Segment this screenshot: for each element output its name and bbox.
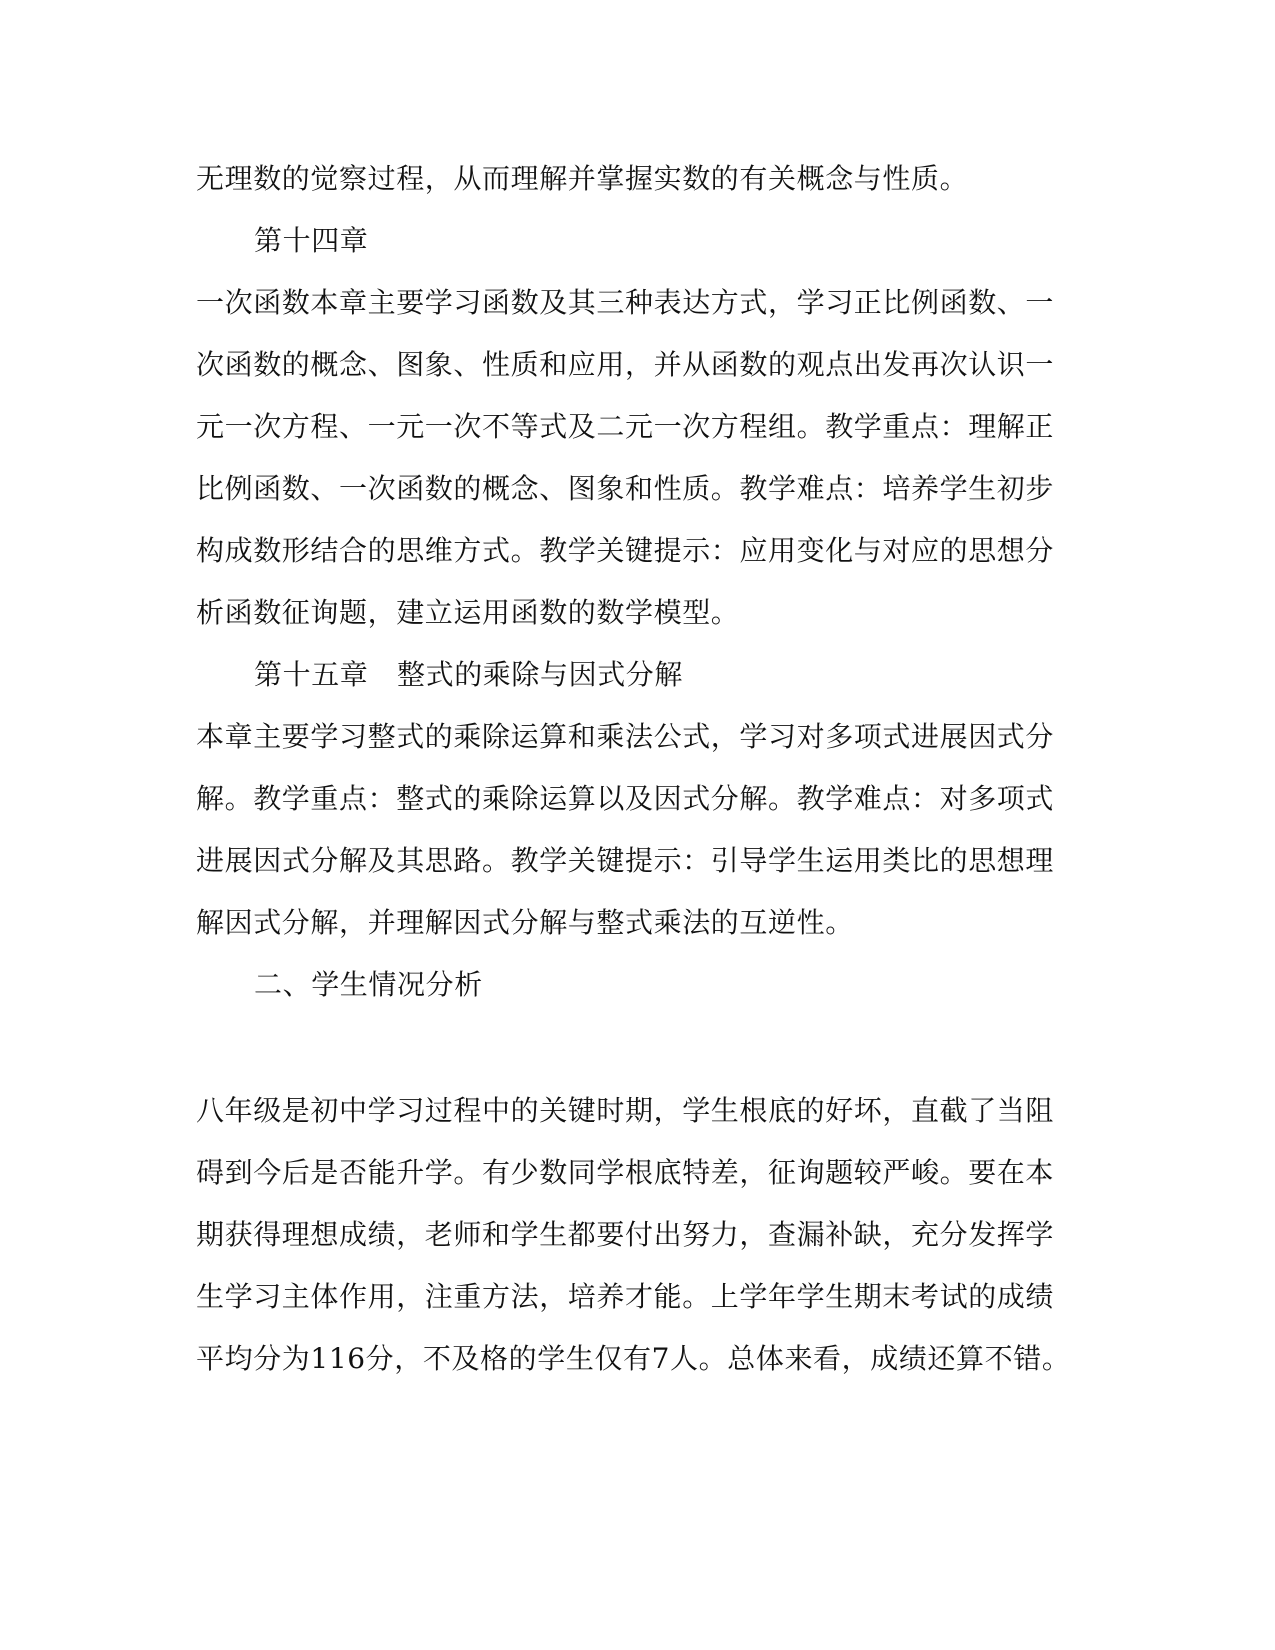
paragraph-line: 构成数形结合的思维方式。教学关键提示：应用变化与对应的思想分 (196, 534, 1055, 567)
paragraph-line: 解。教学重点：整式的乘除运算以及因式分解。教学难点：对多项式 (196, 782, 1055, 815)
paragraph-line: 元一次方程、一元一次不等式及二元一次方程组。教学重点：理解正 (196, 410, 1055, 443)
paragraph-line: 平均分为116分，不及格的学生仅有7人。总体来看，成绩还算不错。 (196, 1342, 1071, 1375)
paragraph-line: 次函数的概念、图象、性质和应用，并从函数的观点出发再次认识一 (196, 348, 1055, 381)
paragraph-line: 无理数的觉察过程，从而理解并掌握实数的有关概念与性质。 (196, 162, 969, 195)
paragraph-line: 进展因式分解及其思路。教学关键提示：引导学生运用类比的思想理 (196, 844, 1055, 877)
paragraph-line: 一次函数本章主要学习函数及其三种表达方式，学习正比例函数、一 (196, 286, 1055, 319)
section-heading: 二、学生情况分析 (254, 968, 483, 1001)
paragraph-line: 碍到今后是否能升学。有少数同学根底特差，征询题较严峻。要在本 (196, 1156, 1055, 1189)
chapter-heading: 第十四章 (254, 224, 369, 257)
paragraph-line: 析函数征询题，建立运用函数的数学模型。 (196, 596, 740, 629)
paragraph-line: 期获得理想成绩，老师和学生都要付出努力，查漏补缺，充分发挥学 (196, 1218, 1055, 1251)
chapter-heading: 第十五章 整式的乘除与因式分解 (254, 658, 684, 691)
paragraph-line: 本章主要学习整式的乘除运算和乘法公式，学习对多项式进展因式分 (196, 720, 1055, 753)
paragraph-line: 比例函数、一次函数的概念、图象和性质。教学难点：培养学生初步 (196, 472, 1055, 505)
paragraph-line: 八年级是初中学习过程中的关键时期，学生根底的好坏，直截了当阻 (196, 1094, 1055, 1127)
paragraph-line: 生学习主体作用，注重方法，培养才能。上学年学生期末考试的成绩 (196, 1280, 1055, 1313)
paragraph-line: 解因式分解，并理解因式分解与整式乘法的互逆性。 (196, 906, 854, 939)
